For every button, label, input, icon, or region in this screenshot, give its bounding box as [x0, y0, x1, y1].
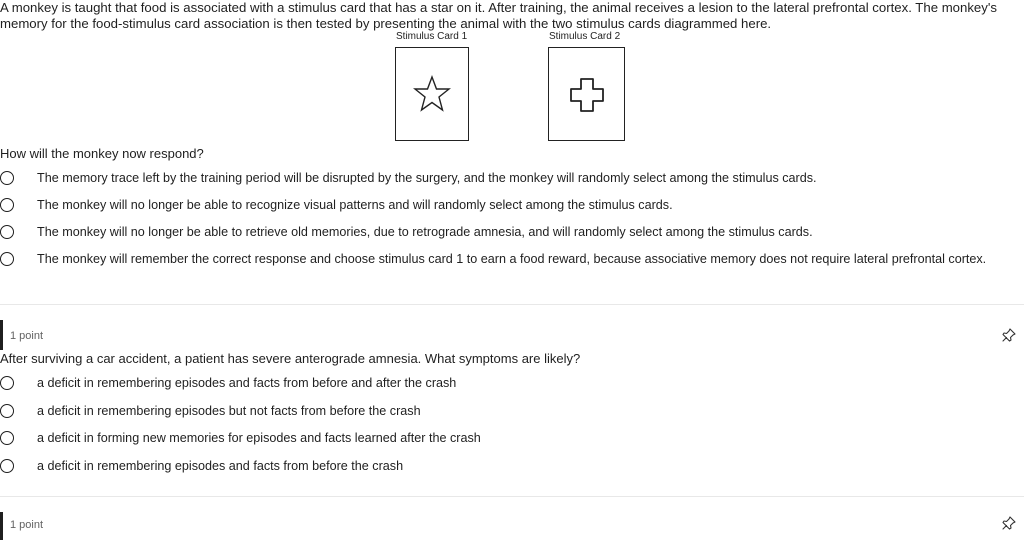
stimulus-card-1	[395, 47, 469, 141]
radio-button[interactable]	[0, 198, 14, 212]
points-marker	[0, 512, 3, 540]
question-2-option-4[interactable]	[0, 458, 1015, 475]
question-2-prompt: After surviving a car accident, a patient has severe anterograde amnesia. What symptoms are likely?	[0, 351, 581, 366]
radio-button[interactable]	[0, 171, 14, 185]
question-2-option-3[interactable]	[0, 430, 1015, 447]
cross-icon	[567, 75, 607, 115]
option-text: The monkey will remember the correct response and choose stimulus card 1 to earn a food reward, because associative memory does not require lateral prefrontal cortex.	[37, 252, 987, 266]
radio-button[interactable]	[0, 431, 14, 445]
stimulus-card-1-label: Stimulus Card 1	[396, 31, 468, 42]
section-divider	[0, 304, 1024, 305]
option-text: The monkey will no longer be able to retrieve old memories, due to retrograde amnesia, and will randomly select among the stimulus cards.	[37, 225, 813, 239]
question-2-option-2[interactable]	[0, 403, 1015, 420]
question-1-prompt: How will the monkey now respond?	[0, 146, 204, 161]
pin-icon-graphic	[1001, 327, 1017, 343]
option-text: The monkey will no longer be able to recognize visual patterns and will randomly select among the stimulus cards.	[37, 198, 673, 212]
star-icon	[412, 74, 452, 114]
points-marker	[0, 320, 3, 350]
pin-icon[interactable]	[1001, 327, 1017, 343]
intro-line-1: A monkey is taught that food is associated with a stimulus card that has a star on it. After training, the animal receives a lesion to the lateral prefrontal cortex. The monkey's	[0, 0, 997, 15]
intro-line-2: memory for the food-stimulus card association is then tested by presenting the animal with the two stimulus cards diagrammed here.	[0, 16, 772, 31]
radio-button[interactable]	[0, 459, 14, 473]
option-text: a deficit in remembering episodes and facts from before and after the crash	[37, 376, 457, 390]
radio-button[interactable]	[0, 404, 14, 418]
option-text: a deficit in forming new memories for episodes and facts learned after the crash	[37, 431, 481, 445]
question-1-option-2[interactable]	[0, 197, 1015, 214]
question-intro	[0, 0, 1024, 32]
pin-icon-graphic	[1001, 515, 1017, 531]
question-2-points: 1 point	[10, 330, 44, 342]
stimulus-card-2	[548, 47, 625, 141]
radio-button[interactable]	[0, 252, 14, 266]
section-divider	[0, 496, 1024, 497]
stimulus-card-2-label: Stimulus Card 2	[549, 31, 621, 42]
radio-button[interactable]	[0, 225, 14, 239]
pin-icon[interactable]	[1001, 515, 1017, 531]
question-1-option-3[interactable]	[0, 224, 1015, 241]
option-text: The memory trace left by the training period will be disrupted by the surgery, and the monkey will randomly select among the stimulus cards.	[37, 171, 817, 185]
question-2-option-1[interactable]	[0, 375, 1015, 392]
question-1-option-1[interactable]	[0, 170, 1015, 187]
option-text: a deficit in remembering episodes but not facts from before the crash	[37, 404, 421, 418]
option-text: a deficit in remembering episodes and facts from before the crash	[37, 459, 404, 473]
question-1-option-4[interactable]	[0, 251, 1015, 268]
question-3-points: 1 point	[10, 519, 44, 531]
radio-button[interactable]	[0, 376, 14, 390]
